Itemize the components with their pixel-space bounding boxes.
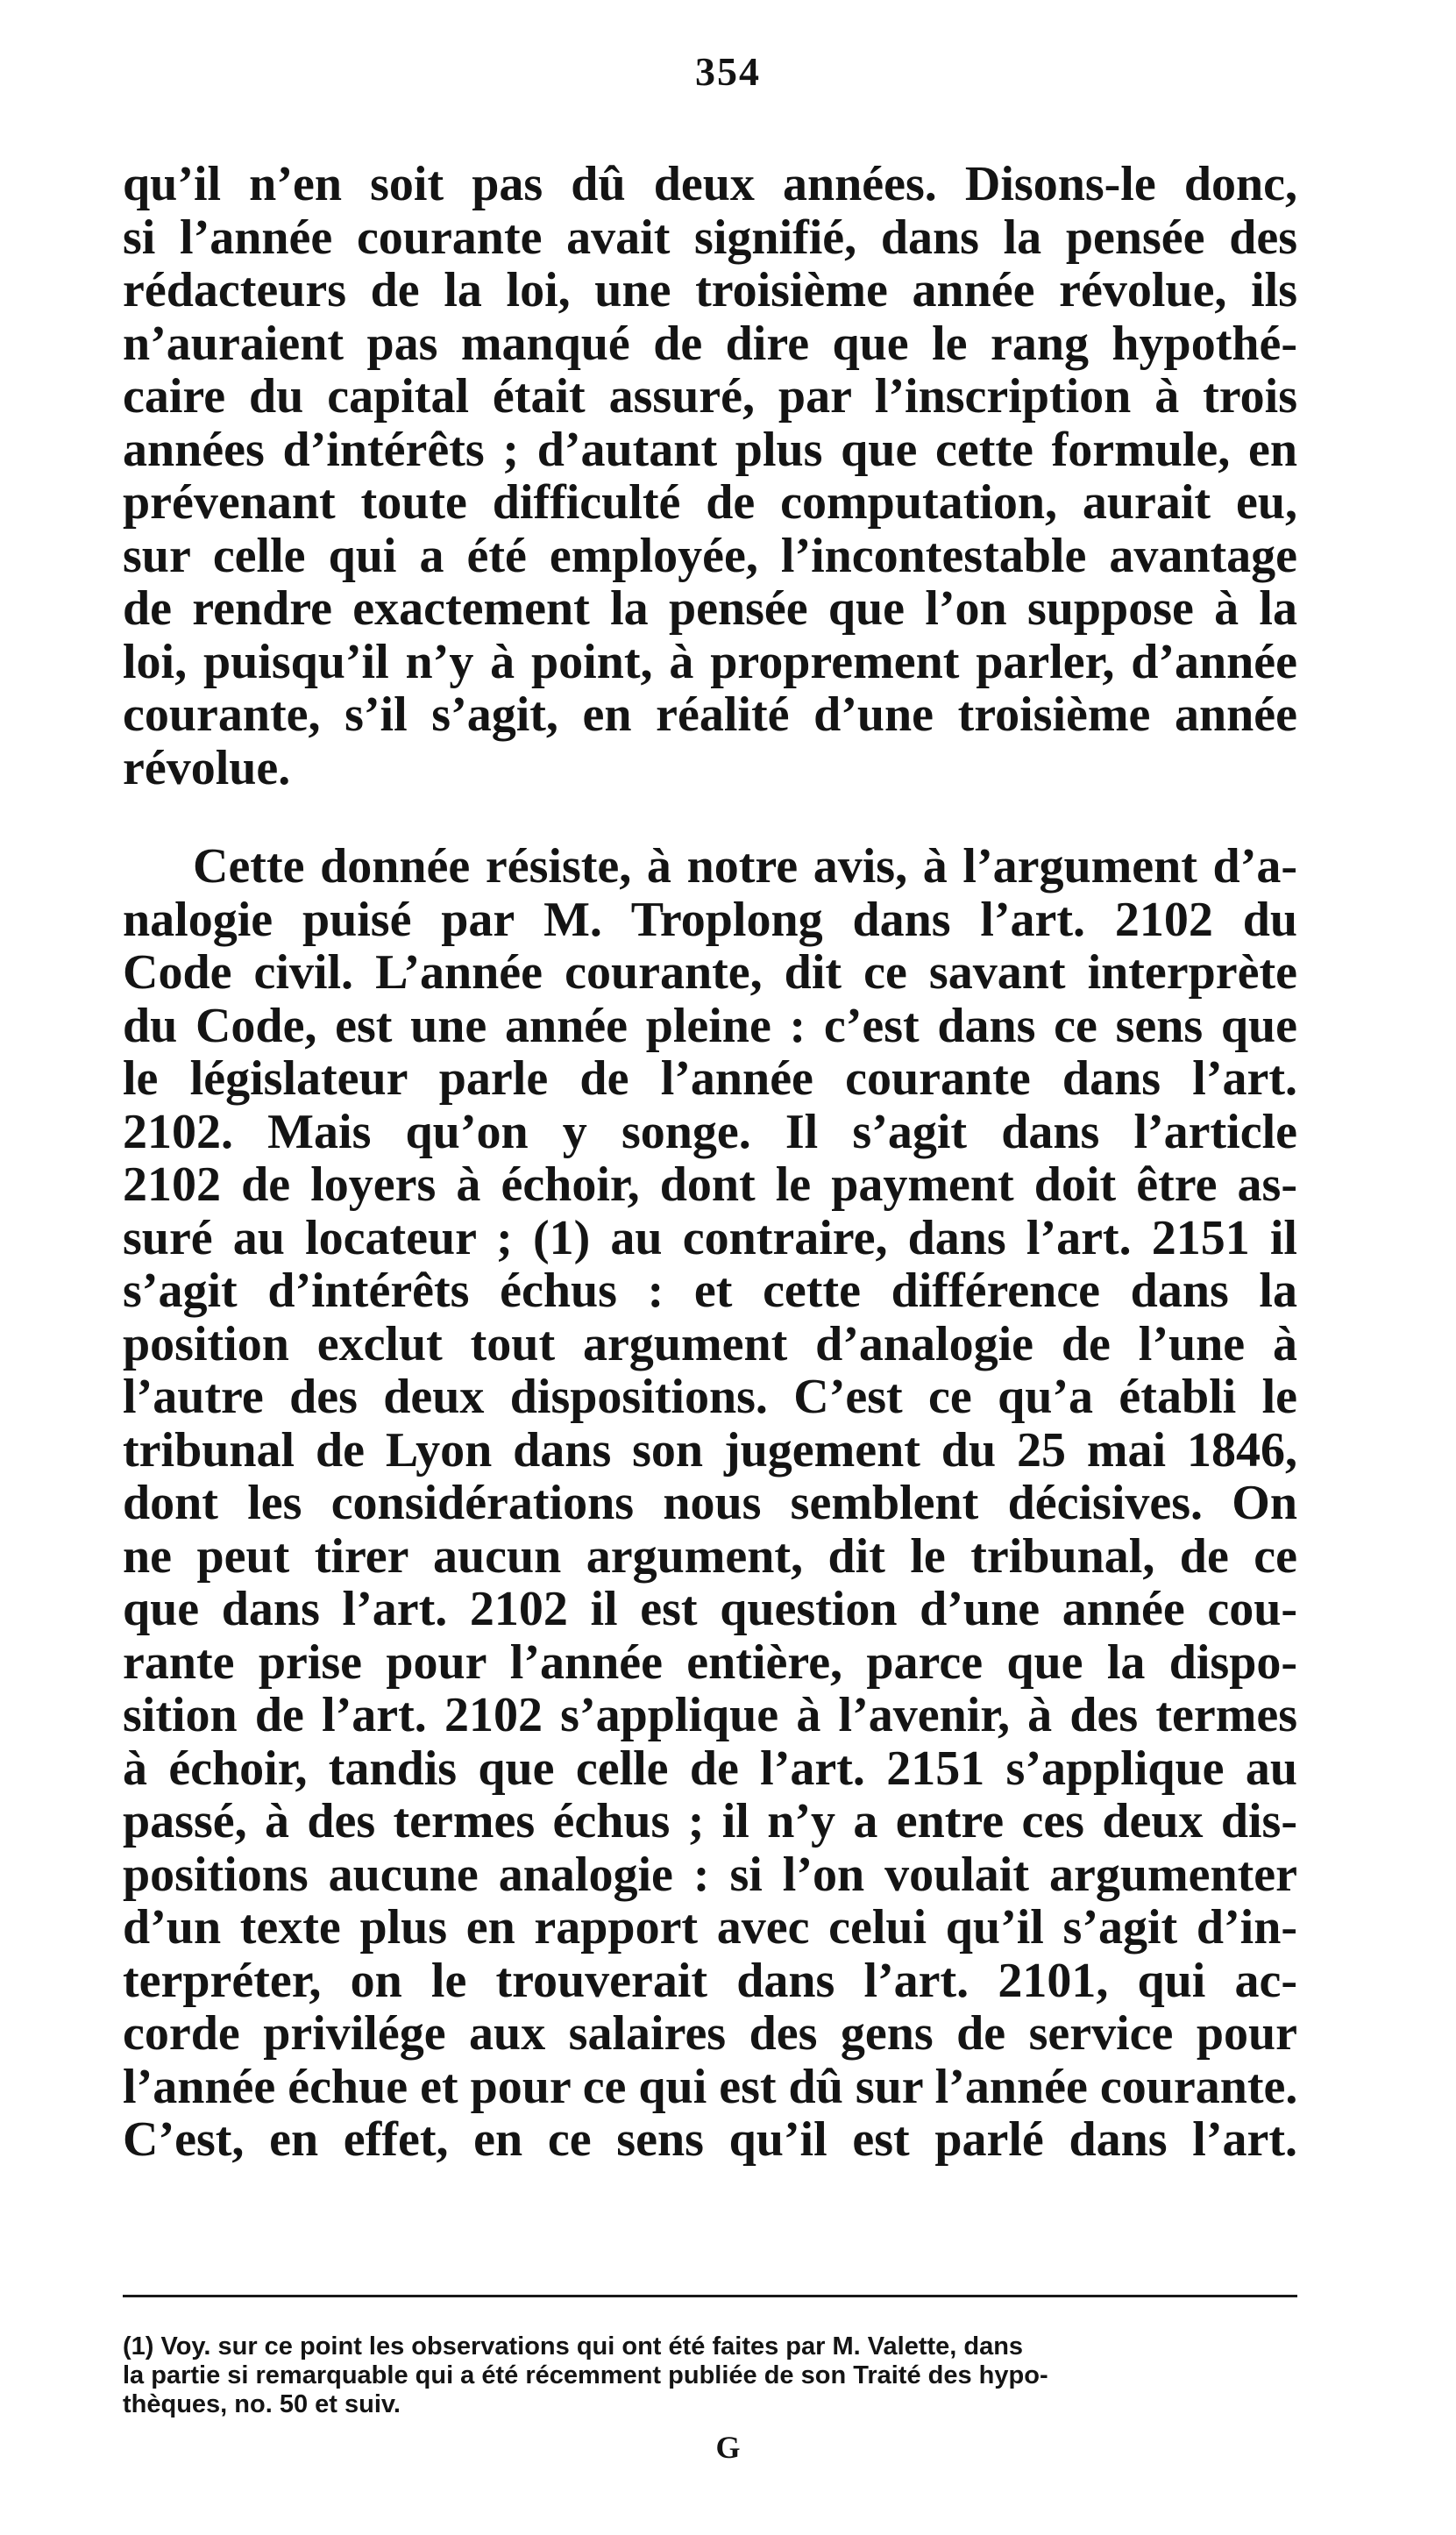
text-line: s’agit d’intérêts échus : et cette différence dans la [123, 1264, 1297, 1318]
paragraph-1 [123, 158, 1297, 794]
footnote-line: (1) Voy. sur ce point les observations qui ont été faites par M. Valette, dans [123, 2332, 1024, 2361]
signature-mark: G [715, 2430, 741, 2465]
text-line: position exclut tout argument d’analogie de l’une à [123, 1316, 1297, 1371]
text-line: dont les considérations nous semblent décisives. On [123, 1476, 1297, 1530]
paragraph-2 [123, 840, 1297, 2167]
text-line: n’auraient pas manqué de dire que le rang hypothé- [123, 316, 1297, 371]
text-line: sition de l’art. 2102 s’applique à l’avenir, à des termes [123, 1688, 1297, 1742]
text-line: le législateur parle de l’année courante dans l’art. [123, 1051, 1297, 1106]
text-line: prévenant toute difficulté de computation, aurait eu, [123, 475, 1297, 530]
footnote [123, 2332, 1297, 2419]
text-line: Code civil. L’année courante, dit ce savant interprète [123, 945, 1297, 1000]
text-line: du Code, est une année pleine : c’est dans ce sens que [123, 998, 1297, 1053]
text-line: suré au locateur ; (1) au contraire, dans l’art. 2151 il [123, 1210, 1297, 1265]
text-line: tribunal de Lyon dans son jugement du 25 mai 1846, [123, 1422, 1297, 1478]
text-line: d’un texte plus en rapport avec celui qu’il s’agit d’in- [123, 1900, 1297, 1955]
text-line: Cette donnée résiste, à notre avis, à l’argument d’a- [193, 839, 1297, 894]
text-line: loi, puisqu’il n’y à point, à proprement parler, d’année [123, 634, 1297, 689]
text-line: rédacteurs de la loi, une troisième année révolue, ils [123, 263, 1297, 317]
text-line: ne peut tirer aucun argument, dit le tribunal, de ce [123, 1528, 1297, 1584]
text-line: rante prise pour l’année entière, parce que la dispo- [123, 1634, 1297, 1690]
text-line: 2102. Mais qu’on y songe. Il s’agit dans l’article [123, 1104, 1297, 1159]
text-line: de rendre exactement la pensée que l’on suppose à la [123, 581, 1297, 636]
text-line: que dans l’art. 2102 il est question d’une année cou- [123, 1582, 1297, 1636]
text-line: sur celle qui a été employée, l’incontestable avantage [123, 528, 1297, 583]
text-line: caire du capital était assuré, par l’inscription à trois [123, 369, 1297, 424]
text-line: si l’année courante avait signifié, dans la pensée des [123, 210, 1297, 265]
text-line: révolue. [123, 740, 291, 795]
text-line: C’est, en effet, en ce sens qu’il est parlé dans l’art. [123, 2112, 1297, 2167]
text-line: courante, s’il s’agit, en réalité d’une troisième année [123, 687, 1297, 742]
text-line: l’autre des deux dispositions. C’est ce qu’a établi le [123, 1370, 1297, 1424]
text-line: 2102 de loyers à échoir, dont le payment doit être as- [123, 1157, 1297, 1212]
body-text [123, 158, 1297, 2167]
text-line: positions aucune analogie : si l’on voulait argumenter [123, 1847, 1297, 1902]
text-line: années d’intérêts ; d’autant plus que cette formule, en [123, 422, 1297, 477]
text-line: nalogie puisé par M. Troplong dans l’art. 2102 du [123, 892, 1297, 947]
page-number: 354 [695, 49, 761, 94]
text-line: corde privilége aux salaires des gens de service pour [123, 2006, 1297, 2061]
footnote-divider [123, 2295, 1297, 2297]
footnote-line: la partie si remarquable qui a été récemment publiée de son Traité des hypo- [123, 2361, 1048, 2389]
text-line: l’année échue et pour ce qui est dû sur l’année courante. [123, 2059, 1298, 2114]
text-line: qu’il n’en soit pas dû deux années. Disons-le donc, [123, 157, 1297, 211]
text-line: passé, à des termes échus ; il n’y a entre ces deux dis- [123, 1794, 1297, 1848]
footnote-line: thèques, no. 50 et suiv. [123, 2390, 401, 2418]
text-line: terpréter, on le trouverait dans l’art. 2101, qui ac- [123, 1953, 1297, 2008]
text-line: à échoir, tandis que celle de l’art. 2151 s’applique au [123, 1741, 1297, 1796]
